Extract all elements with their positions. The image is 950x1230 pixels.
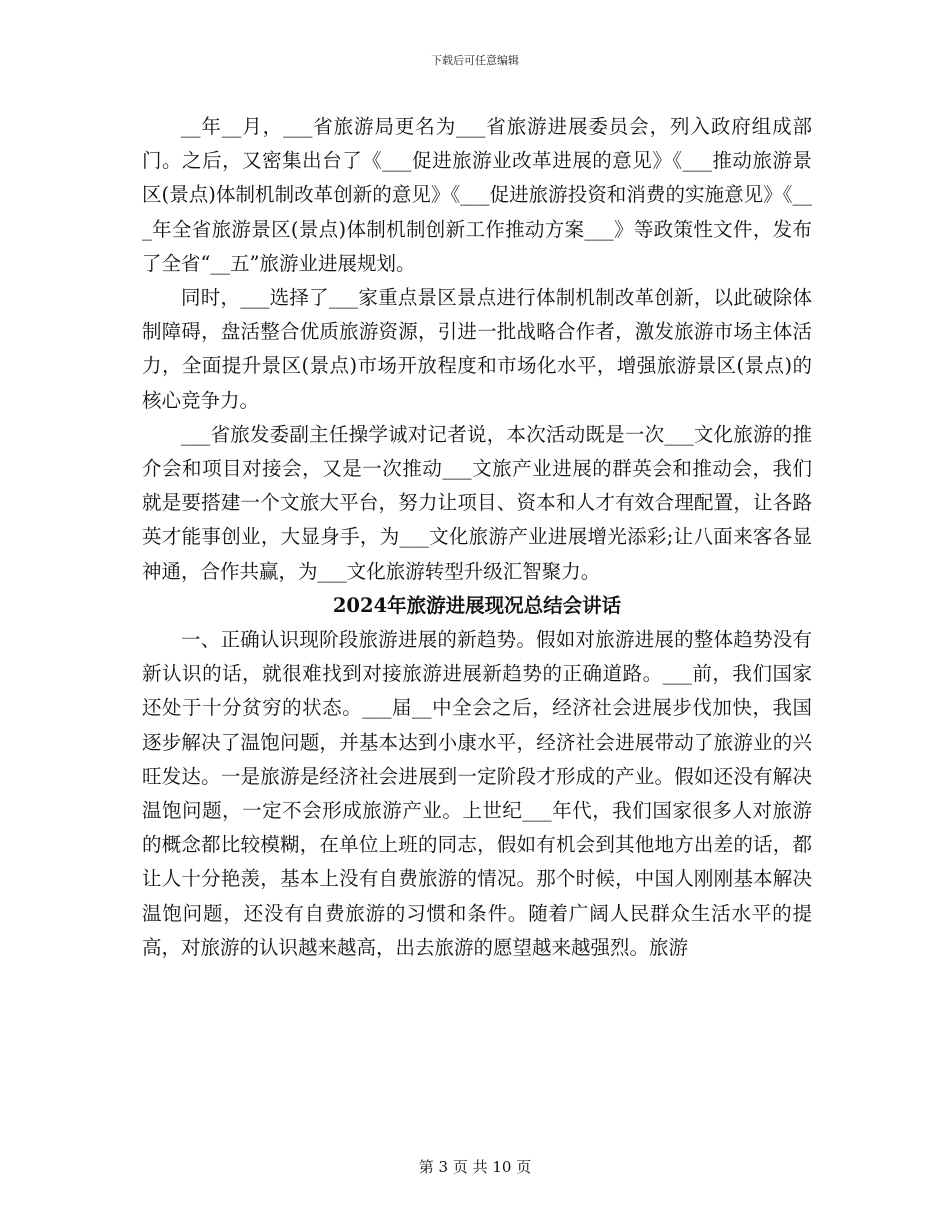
paragraph: 同时，___选择了___家重点景区景点进行体制机制改革创新，以此破除体制障碍，盘活整合优质旅游资源，引进一批战略合作者，激发旅游市场主体活力，全面提升景区(景点)市场开放程度和市场化水平，增强旅游景区(景点)的核心竞争力。	[142, 286, 812, 412]
paragraph: __年__月，___省旅游局更名为___省旅游进展委员会，列入政府组成部门。之后，又密集出台了《___促进旅游业改革进展的意见》《___推动旅游景区(景点)体制机制改革创新的意见》《___促进旅游投资和消费的实施意见》《___年全省旅游景区(景点)体制机制创新工作推动方案___》等政策性文件，发布了全省“__五”旅游业进展规划。	[142, 115, 812, 275]
page-number: 第 3 页 共 10 页	[418, 1158, 532, 1176]
document-body	[142, 110, 812, 965]
section-title: 2024年旅游进展现况总结会讲话	[332, 593, 622, 617]
page-header-note: 下载后可任意编辑	[431, 54, 519, 67]
paragraph: 一、正确认识现阶段旅游进展的新趋势。假如对旅游进展的整体趋势没有新认识的话，就很难找到对接旅游进展新趋势的正确道路。___前，我们国家还处于十分贫穷的状态。___届__中全会之后，经济社会进展步伐加快，我国逐步解决了温饱问题，并基本达到小康水平，经济社会进展带动了旅游业的兴旺发达。一是旅游是经济社会进展到一定阶段才形成的产业。假如还没有解决温饱问题，一定不会形成旅游产业。上世纪___年代，我们国家很多人对旅游的概念都比较模糊，在单位上班的同志，假如有机会到其他地方出差的话，都让人十分艳羡，基本上没有自费旅游的情况。那个时候，中国人刚刚基本解决温饱问题，还没有自费旅游的习惯和条件。随着广阔人民群众生活水平的提高，对旅游的认识越来越高，出去旅游的愿望越来越强烈。旅游	[142, 628, 812, 959]
paragraph: ___省旅发委副主任操学诚对记者说，本次活动既是一次___文化旅游的推介会和项目对接会，又是一次推动___文旅产业进展的群英会和推动会，我们就是要搭建一个文旅大平台，努力让项目、资本和人才有效合理配置，让各路英才能事创业，大显身手，为___文化旅游产业进展增光添彩;让八面来客各显神通，合作共赢，为___文化旅游转型升级汇智聚力。	[142, 422, 812, 583]
